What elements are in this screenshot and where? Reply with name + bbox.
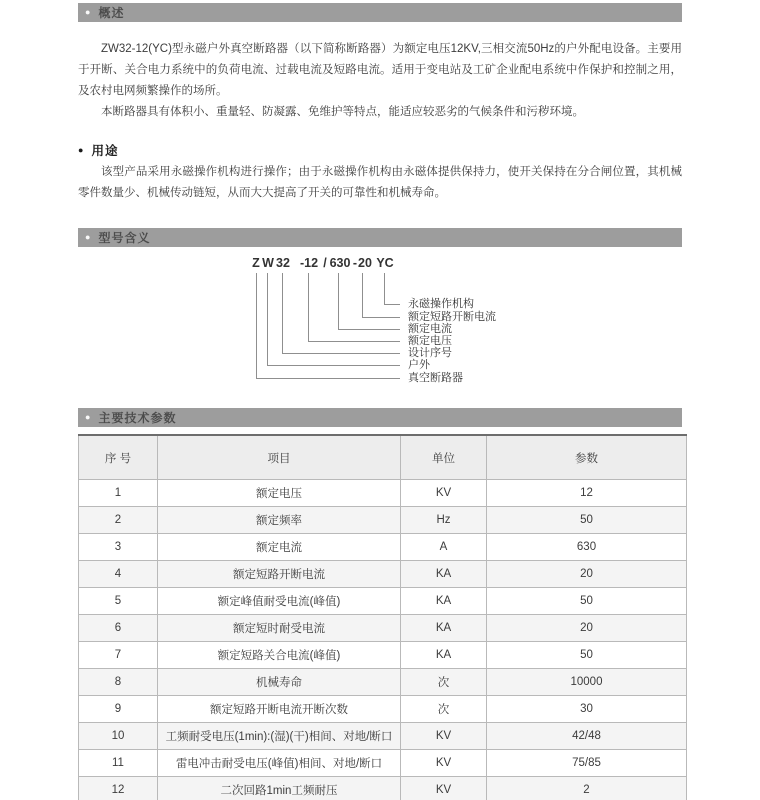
table-row [79,615,687,642]
cell-item: 额定短路开断电流开断次数 [158,696,401,723]
section-bullet-icon: ● [85,412,91,422]
cell-no: 1 [79,480,158,507]
model-token-breaking-current: 20 [358,256,372,270]
cell-item: 额定短路关合电流(峰值) [158,642,401,669]
cell-unit: KA [401,615,487,642]
cell-item: 工频耐受电压(1min):(湿)(干)相间、对地/断口 [158,723,401,750]
cell-unit: A [401,534,487,561]
model-label-mechanism: 永磁操作机构 [408,298,474,310]
cell-value: 20 [487,615,687,642]
model-token-outdoor: W [262,256,274,270]
model-token-voltage: -12 [299,256,319,270]
cell-item: 额定电压 [158,480,401,507]
cell-item: 机械寿命 [158,669,401,696]
cell-item: 额定短路开断电流 [158,561,401,588]
model-token-slash: / [323,256,327,270]
cell-no: 4 [79,561,158,588]
model-designation-diagram [78,253,682,401]
table-row [79,642,687,669]
cell-no: 5 [79,588,158,615]
section-header-usage [78,142,682,158]
cell-item: 额定频率 [158,507,401,534]
cell-value: 50 [487,588,687,615]
cell-value: 12 [487,480,687,507]
model-token-current: 630 [329,256,351,270]
model-token-design-no: 32 [276,256,290,270]
cell-item: 二次回路1min工频耐压 [158,777,401,800]
cell-unit: Hz [401,507,487,534]
table-row [79,561,687,588]
bullet-icon: ● [78,144,84,155]
section-title-usage: 用途 [91,144,119,158]
cell-item: 额定短时耐受电流 [158,615,401,642]
cell-no: 9 [79,696,158,723]
cell-value: 42/48 [487,723,687,750]
cell-unit: KA [401,588,487,615]
cell-value: 10000 [487,669,687,696]
cell-no: 6 [79,615,158,642]
table-row [79,777,687,800]
technical-parameters-table [78,434,687,800]
cell-unit: KV [401,723,487,750]
cell-no: 12 [79,777,158,800]
cell-value: 20 [487,561,687,588]
section-header-overview [78,3,682,22]
section-bullet-icon: ● [85,232,91,242]
cell-value: 50 [487,507,687,534]
section-header-model [78,228,682,247]
cell-no: 3 [79,534,158,561]
model-label-breaking-current: 额定短路开断电流 [408,311,496,323]
col-header-unit: 单位 [401,435,487,480]
overview-paragraph-1: ZW32-12(YC)型永磁户外真空断路器（以下简称断路器）为额定电压12KV,三相交流50Hz的户外配电设备。主要用于开断、关合电力系统中的负荷电流、过载电流及短路电流。适用于变电站及工矿企业配电系统中作保护和控制之用，及农村电网频繁操作的场所。 [78,43,682,97]
table-row [79,750,687,777]
cell-unit: KA [401,642,487,669]
cell-no: 11 [79,750,158,777]
section-title-overview: 概述 [98,6,125,20]
cell-item: 额定电流 [158,534,401,561]
table-header-row [79,435,687,480]
table-row [79,534,687,561]
section-title-params: 主要技术参数 [98,411,177,425]
page-content [0,3,760,800]
model-label-vacuum-breaker: 真空断路器 [408,372,463,384]
cell-value: 75/85 [487,750,687,777]
cell-unit: KV [401,480,487,507]
usage-paragraph: 该型产品采用永磁操作机构进行操作；由于永磁操作机构由永磁体提供保持力，使开关保持在分合闸位置，其机械零件数量少、机械传动链短，从而大大提高了开关的可靠性和机械寿命。 [78,166,682,199]
table-row [79,696,687,723]
section-header-params [78,408,682,427]
cell-item: 雷电冲击耐受电压(峰值)相间、对地/断口 [158,750,401,777]
model-token-series: Z [252,256,260,270]
table-row [79,480,687,507]
model-label-design-no: 设计序号 [408,347,452,359]
table-row [79,507,687,534]
table-row [79,669,687,696]
cell-value: 2 [487,777,687,800]
cell-value: 30 [487,696,687,723]
section-title-model: 型号含义 [98,231,151,245]
section-bullet-icon: ● [85,7,91,17]
cell-value: 630 [487,534,687,561]
model-token-dash: - [352,256,358,270]
model-label-rated-voltage: 额定电压 [408,335,452,347]
cell-unit: KV [401,750,487,777]
cell-unit: 次 [401,669,487,696]
table-row [79,588,687,615]
model-label-outdoor: 户外 [408,359,430,371]
col-header-value: 参数 [487,435,687,480]
cell-unit: KV [401,777,487,800]
cell-no: 10 [79,723,158,750]
cell-no: 7 [79,642,158,669]
cell-item: 额定峰值耐受电流(峰值) [158,588,401,615]
cell-unit: KA [401,561,487,588]
table-row [79,723,687,750]
model-token-mechanism: YC [376,256,394,270]
cell-no: 2 [79,507,158,534]
col-header-item: 项目 [158,435,401,480]
model-label-rated-current: 额定电流 [408,323,452,335]
model-connector-lines [78,253,682,401]
overview-paragraph-2: 本断路器具有体积小、重量轻、防凝露、免维护等特点，能适应较恶劣的气候条件和污秽环境。 [101,106,584,118]
cell-unit: 次 [401,696,487,723]
cell-no: 8 [79,669,158,696]
cell-value: 50 [487,642,687,669]
col-header-no: 序 号 [79,435,158,480]
